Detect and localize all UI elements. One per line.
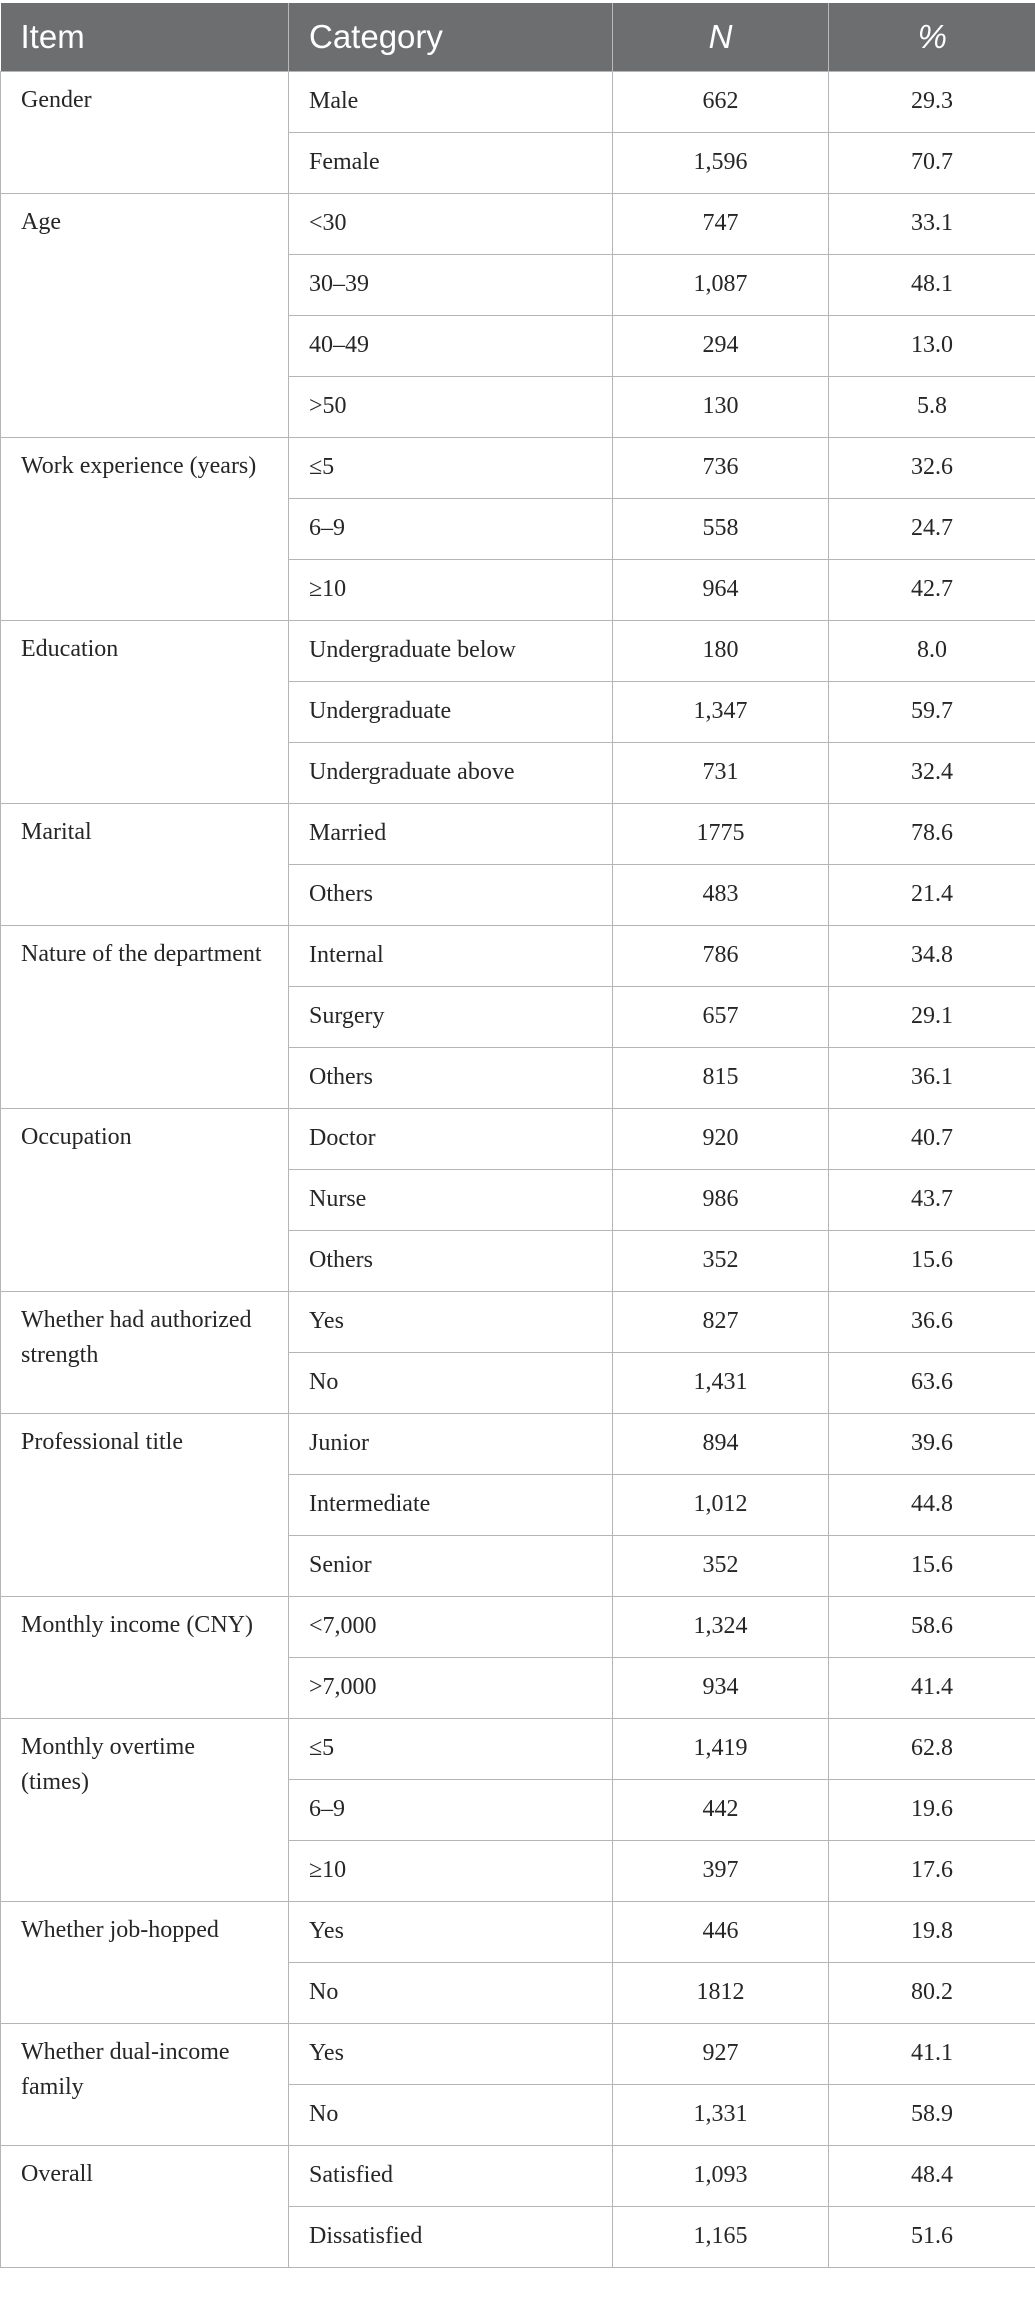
n-cell: 1,087 — [613, 254, 829, 315]
percent-cell: 48.1 — [829, 254, 1035, 315]
percent-cell: 33.1 — [829, 193, 1035, 254]
n-cell: 1,596 — [613, 132, 829, 193]
category-cell: Intermediate — [289, 1474, 613, 1535]
percent-cell: 63.6 — [829, 1352, 1035, 1413]
category-cell: Senior — [289, 1535, 613, 1596]
category-cell: ≤5 — [289, 1718, 613, 1779]
percent-cell: 5.8 — [829, 376, 1035, 437]
percent-cell: 59.7 — [829, 681, 1035, 742]
n-cell: 1,331 — [613, 2084, 829, 2145]
item-cell: Work experience (years) — [1, 437, 289, 620]
item-cell: Monthly income (CNY) — [1, 1596, 289, 1718]
percent-cell: 70.7 — [829, 132, 1035, 193]
table-body — [1, 71, 1035, 2267]
category-cell: Doctor — [289, 1108, 613, 1169]
table-row — [1, 437, 1035, 498]
percent-cell: 29.1 — [829, 986, 1035, 1047]
percent-cell: 51.6 — [829, 2206, 1035, 2267]
table-row — [1, 71, 1035, 132]
item-cell: Occupation — [1, 1108, 289, 1291]
category-cell: Yes — [289, 2023, 613, 2084]
item-cell: Whether dual-income family — [1, 2023, 289, 2145]
category-cell: 40–49 — [289, 315, 613, 376]
category-cell: No — [289, 1962, 613, 2023]
category-cell: <30 — [289, 193, 613, 254]
n-cell: 294 — [613, 315, 829, 376]
header-row — [1, 3, 1035, 71]
n-cell: 1,093 — [613, 2145, 829, 2206]
category-cell: Others — [289, 1230, 613, 1291]
n-cell: 1,347 — [613, 681, 829, 742]
category-cell: Yes — [289, 1901, 613, 1962]
percent-cell: 15.6 — [829, 1230, 1035, 1291]
item-cell: Age — [1, 193, 289, 437]
n-cell: 986 — [613, 1169, 829, 1230]
percent-cell: 17.6 — [829, 1840, 1035, 1901]
n-cell: 920 — [613, 1108, 829, 1169]
category-cell: Satisfied — [289, 2145, 613, 2206]
percent-cell: 24.7 — [829, 498, 1035, 559]
category-cell: 6–9 — [289, 1779, 613, 1840]
category-cell: No — [289, 2084, 613, 2145]
table-row — [1, 1108, 1035, 1169]
n-cell: 657 — [613, 986, 829, 1047]
n-cell: 130 — [613, 376, 829, 437]
category-cell: Dissatisfied — [289, 2206, 613, 2267]
n-cell: 352 — [613, 1230, 829, 1291]
item-cell: Professional title — [1, 1413, 289, 1596]
percent-cell: 41.4 — [829, 1657, 1035, 1718]
n-cell: 786 — [613, 925, 829, 986]
n-cell: 1,419 — [613, 1718, 829, 1779]
percent-cell: 29.3 — [829, 71, 1035, 132]
category-cell: Internal — [289, 925, 613, 986]
category-cell: Female — [289, 132, 613, 193]
percent-cell: 19.6 — [829, 1779, 1035, 1840]
n-cell: 483 — [613, 864, 829, 925]
table-row — [1, 2145, 1035, 2206]
category-cell: Married — [289, 803, 613, 864]
n-cell: 827 — [613, 1291, 829, 1352]
n-cell: 1,165 — [613, 2206, 829, 2267]
n-cell: 180 — [613, 620, 829, 681]
percent-cell: 58.6 — [829, 1596, 1035, 1657]
table-row — [1, 2023, 1035, 2084]
percent-cell: 78.6 — [829, 803, 1035, 864]
table-row — [1, 1291, 1035, 1352]
category-cell: Junior — [289, 1413, 613, 1474]
percent-cell: 39.6 — [829, 1413, 1035, 1474]
n-cell: 558 — [613, 498, 829, 559]
percent-cell: 36.1 — [829, 1047, 1035, 1108]
category-cell: ≥10 — [289, 1840, 613, 1901]
category-cell: ≤5 — [289, 437, 613, 498]
item-cell: Nature of the department — [1, 925, 289, 1108]
percent-cell: 40.7 — [829, 1108, 1035, 1169]
category-cell: Others — [289, 1047, 613, 1108]
item-cell: Marital — [1, 803, 289, 925]
n-cell: 934 — [613, 1657, 829, 1718]
table-row — [1, 1596, 1035, 1657]
percent-cell: 21.4 — [829, 864, 1035, 925]
percent-cell: 80.2 — [829, 1962, 1035, 2023]
category-cell: Surgery — [289, 986, 613, 1047]
percent-cell: 36.6 — [829, 1291, 1035, 1352]
percent-cell: 13.0 — [829, 315, 1035, 376]
header-category: Category — [289, 3, 613, 71]
percent-cell: 44.8 — [829, 1474, 1035, 1535]
n-cell: 446 — [613, 1901, 829, 1962]
item-cell: Overall — [1, 2145, 289, 2267]
header-n: N — [613, 3, 829, 71]
category-cell: Undergraduate above — [289, 742, 613, 803]
category-cell: 6–9 — [289, 498, 613, 559]
percent-cell: 32.6 — [829, 437, 1035, 498]
n-cell: 352 — [613, 1535, 829, 1596]
category-cell: ≥10 — [289, 559, 613, 620]
item-cell: Gender — [1, 71, 289, 193]
table-row — [1, 193, 1035, 254]
category-cell: Others — [289, 864, 613, 925]
category-cell: No — [289, 1352, 613, 1413]
percent-cell: 15.6 — [829, 1535, 1035, 1596]
percent-cell: 43.7 — [829, 1169, 1035, 1230]
n-cell: 731 — [613, 742, 829, 803]
n-cell: 736 — [613, 437, 829, 498]
category-cell: >7,000 — [289, 1657, 613, 1718]
n-cell: 747 — [613, 193, 829, 254]
n-cell: 397 — [613, 1840, 829, 1901]
table-row — [1, 1718, 1035, 1779]
n-cell: 1,012 — [613, 1474, 829, 1535]
n-cell: 662 — [613, 71, 829, 132]
item-cell: Whether had authorized strength — [1, 1291, 289, 1413]
item-cell: Education — [1, 620, 289, 803]
header-item: Item — [1, 3, 289, 71]
table-row — [1, 620, 1035, 681]
n-cell: 894 — [613, 1413, 829, 1474]
percent-cell: 41.1 — [829, 2023, 1035, 2084]
n-cell: 442 — [613, 1779, 829, 1840]
item-cell: Whether job-hopped — [1, 1901, 289, 2023]
category-cell: Nurse — [289, 1169, 613, 1230]
n-cell: 815 — [613, 1047, 829, 1108]
category-cell: >50 — [289, 376, 613, 437]
percent-cell: 32.4 — [829, 742, 1035, 803]
n-cell: 927 — [613, 2023, 829, 2084]
percent-cell: 8.0 — [829, 620, 1035, 681]
percent-cell: 19.8 — [829, 1901, 1035, 1962]
table-row — [1, 1901, 1035, 1962]
percent-cell: 58.9 — [829, 2084, 1035, 2145]
category-cell: Yes — [289, 1291, 613, 1352]
n-cell: 1,324 — [613, 1596, 829, 1657]
category-cell: Undergraduate — [289, 681, 613, 742]
table-row — [1, 1413, 1035, 1474]
header-percent: % — [829, 3, 1035, 71]
n-cell: 1775 — [613, 803, 829, 864]
percent-cell: 42.7 — [829, 559, 1035, 620]
percent-cell: 34.8 — [829, 925, 1035, 986]
category-cell: Undergraduate below — [289, 620, 613, 681]
demographics-table — [0, 3, 1035, 2268]
category-cell: 30–39 — [289, 254, 613, 315]
table-row — [1, 803, 1035, 864]
n-cell: 1,431 — [613, 1352, 829, 1413]
percent-cell: 48.4 — [829, 2145, 1035, 2206]
percent-cell: 62.8 — [829, 1718, 1035, 1779]
category-cell: Male — [289, 71, 613, 132]
n-cell: 964 — [613, 559, 829, 620]
item-cell: Monthly overtime (times) — [1, 1718, 289, 1901]
table-row — [1, 925, 1035, 986]
category-cell: <7,000 — [289, 1596, 613, 1657]
n-cell: 1812 — [613, 1962, 829, 2023]
